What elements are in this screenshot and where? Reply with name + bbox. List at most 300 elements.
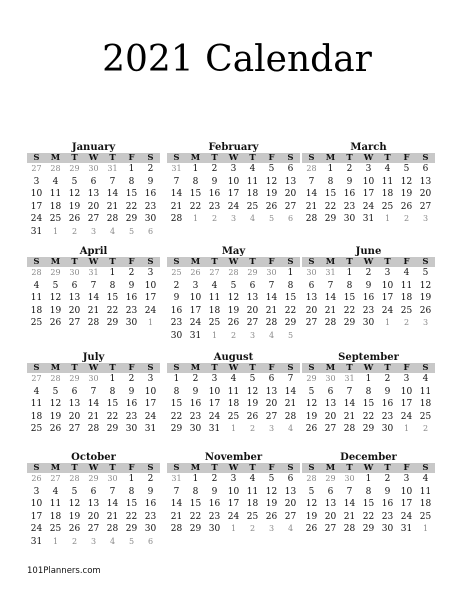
week-row [27,267,160,280]
day-cell: 13 [324,399,337,409]
day-cell: 19 [400,189,413,199]
day-cell-other-month: 27 [31,164,42,173]
weekday-header [302,153,435,163]
day-cell: 22 [284,305,297,316]
day-cell: 13 [68,399,81,409]
day-cell: 3 [230,164,237,174]
day-cell: 19 [265,499,278,509]
day-cell: 3 [403,474,410,484]
day-cell: 22 [106,305,119,316]
weekday-label: T [71,363,78,373]
day-cell: 13 [305,293,318,303]
day-cell: 30 [381,424,394,434]
day-cell-other-month: 4 [109,536,116,546]
day-cell: 12 [305,399,318,409]
week-row [27,305,160,318]
day-cell-other-month: 2 [71,536,78,546]
week-row [167,188,300,201]
day-cell-other-month: 30 [69,268,80,277]
day-cell: 5 [403,164,410,174]
day-cell-other-month: 2 [422,424,429,433]
day-cell: 19 [305,411,318,422]
day-cell-other-month: 30 [266,268,277,277]
day-cell: 27 [68,424,81,434]
weekday-label: M [325,363,336,373]
day-cell-other-month: 3 [268,424,275,433]
day-cell: 1 [327,164,334,174]
day-cell: 7 [327,280,334,291]
day-cell: 21 [343,511,356,522]
week-row [27,523,160,536]
day-cell: 2 [384,374,391,384]
day-cell: 24 [227,201,240,212]
weekday-label: S [422,153,429,163]
week-row [167,423,300,436]
week-row [302,473,435,486]
day-cell: 8 [128,176,135,187]
day-cell: 29 [125,214,138,224]
day-cell: 8 [365,386,372,397]
day-cell: 26 [227,318,240,328]
day-cell: 20 [284,189,297,199]
week-row [27,201,160,214]
day-cell: 9 [211,486,218,497]
day-cell: 7 [90,386,97,397]
day-cell: 6 [327,486,334,497]
day-cell: 26 [305,424,318,434]
day-cell: 6 [287,474,294,484]
day-cell: 10 [208,386,221,397]
weekday-label: S [147,257,154,267]
day-cell: 3 [147,374,154,384]
day-cell: 29 [284,318,297,328]
weekday-label: F [403,257,410,267]
weekday-label: M [325,153,336,163]
day-cell: 5 [308,486,315,497]
day-cell: 6 [249,280,256,291]
weekday-label: T [109,153,116,163]
week-row [302,213,435,226]
weekday-label: T [109,257,116,267]
day-cell-other-month: 28 [50,374,61,383]
day-cell: 28 [106,214,119,224]
day-cell: 25 [49,214,62,224]
weekday-label: S [173,363,180,373]
day-cell: 31 [30,226,43,237]
day-cell: 5 [308,386,315,397]
weekday-label: T [384,463,391,473]
week-row [27,398,160,411]
day-cell: 15 [125,189,138,199]
day-cell-other-month: 25 [171,268,182,277]
day-cell-other-month: 30 [325,374,336,383]
day-cell: 20 [68,411,81,422]
day-cell: 19 [246,399,259,409]
day-cell: 28 [343,524,356,534]
day-cell: 4 [52,486,59,497]
day-cell: 9 [384,486,391,497]
day-cell-other-month: 28 [306,164,317,173]
day-cell-other-month: 29 [69,164,80,173]
day-cell: 11 [49,189,62,199]
day-cell: 16 [125,399,138,409]
month-title: June [355,246,382,257]
day-cell-other-month: 27 [31,374,42,383]
day-cell: 24 [144,411,157,422]
weekday-label: S [308,153,315,163]
day-cell-other-month: 3 [90,226,97,236]
day-cell: 3 [33,486,40,497]
weekday-label: M [325,463,336,473]
day-cell: 8 [346,280,353,291]
day-cell: 24 [208,411,221,422]
day-cell: 8 [192,176,199,187]
weekday-label: W [228,363,239,373]
day-cell-other-month: 31 [88,268,99,277]
day-cell: 23 [381,411,394,422]
week-row [27,163,160,176]
day-cell-other-month: 2 [211,214,218,223]
week-row [27,536,160,549]
day-cell: 16 [170,305,183,316]
day-cell: 8 [109,386,116,397]
day-cell: 1 [109,374,116,384]
weekday-label: F [268,153,275,163]
week-row [27,226,160,239]
month-title: February [208,142,259,153]
day-cell: 27 [284,201,297,212]
day-cell: 20 [324,411,337,422]
day-cell: 2 [147,474,154,484]
day-cell-other-month: 2 [230,330,237,340]
day-cell: 12 [305,499,318,509]
day-cell: 15 [125,499,138,509]
day-cell: 10 [227,486,240,497]
week-row [302,317,435,330]
day-cell: 14 [170,189,183,199]
day-cell-other-month: 31 [344,374,355,383]
day-cell: 14 [324,293,337,303]
day-cell: 1 [109,268,116,278]
weekday-header [167,463,300,473]
day-cell: 26 [49,318,62,328]
day-cell: 27 [305,318,318,328]
day-cell: 21 [87,411,100,422]
day-cell: 1 [365,474,372,484]
weekday-label: F [403,463,410,473]
day-cell: 21 [305,201,318,212]
day-cell: 2 [211,164,218,174]
week-row [302,423,435,436]
weekday-label: F [268,257,275,267]
day-cell: 17 [144,399,157,409]
day-cell: 4 [230,374,237,384]
day-cell: 27 [265,411,278,422]
day-cell: 9 [346,176,353,187]
day-cell-other-month: 4 [287,424,294,433]
weekday-label: T [384,363,391,373]
day-cell: 28 [87,424,100,434]
day-cell: 13 [324,499,337,509]
day-cell: 26 [246,411,259,422]
day-cell: 24 [381,305,394,316]
weekday-label: S [287,257,294,267]
day-cell: 5 [52,386,59,397]
day-cell-other-month: 5 [287,330,294,340]
day-cell: 15 [170,399,183,409]
day-cell: 18 [419,499,432,509]
week-row [27,317,160,330]
day-cell-other-month: 1 [422,524,429,533]
day-cell: 25 [419,411,432,422]
day-cell: 3 [147,268,154,278]
day-cell-other-month: 29 [247,268,258,277]
day-cell: 22 [106,411,119,422]
day-cell: 5 [71,176,78,187]
day-cell: 29 [362,524,375,534]
day-cell: 27 [246,318,259,328]
day-cell-other-month: 31 [171,474,182,483]
day-cell: 10 [362,176,375,187]
day-cell: 27 [87,524,100,534]
day-cell: 28 [106,524,119,534]
day-cell-other-month: 28 [306,474,317,483]
weekday-label: W [228,257,239,267]
day-cell: 27 [284,511,297,522]
day-cell: 8 [287,280,294,291]
day-cell: 1 [128,164,135,174]
day-cell: 9 [147,486,154,497]
day-cell-other-month: 28 [50,164,61,173]
day-cell: 18 [400,293,413,303]
weekday-header [302,257,435,267]
day-cell-other-month: 26 [31,474,42,483]
day-cell: 17 [208,399,221,409]
day-cell: 18 [30,411,43,422]
day-cell: 25 [208,318,221,328]
day-cell: 23 [144,511,157,522]
week-row [167,201,300,214]
day-cell: 22 [324,201,337,212]
day-cell: 28 [305,214,318,224]
day-cell: 27 [324,524,337,534]
weekday-label: S [422,463,429,473]
day-cell: 16 [343,189,356,199]
day-cell: 12 [68,499,81,509]
weekday-label: W [228,153,239,163]
weekday-label: T [71,463,78,473]
day-cell: 28 [324,318,337,328]
week-row [27,292,160,305]
day-cell: 30 [125,318,138,328]
day-cell: 14 [305,189,318,199]
day-cell: 11 [30,399,43,409]
day-cell-other-month: 1 [384,318,391,327]
day-cell-other-month: 30 [88,374,99,383]
weekday-label: T [384,153,391,163]
day-cell: 16 [189,399,202,409]
day-cell: 8 [173,386,180,397]
day-cell: 18 [381,189,394,199]
weekday-label: F [268,363,275,373]
day-cell: 20 [305,305,318,316]
day-cell: 16 [144,499,157,509]
day-cell: 9 [147,176,154,187]
day-cell: 24 [227,511,240,522]
day-cell: 6 [71,386,78,397]
month-december [302,452,435,536]
day-cell: 4 [33,280,40,291]
weekday-label: M [50,463,61,473]
weekday-label: W [363,463,374,473]
weekday-header [27,363,160,373]
day-cell: 11 [246,176,259,187]
day-cell: 22 [125,201,138,212]
week-row [27,486,160,499]
day-cell: 9 [192,386,199,397]
weekday-label: W [363,363,374,373]
day-cell-other-month: 6 [147,226,154,236]
month-july [27,352,160,436]
day-cell: 19 [49,305,62,316]
weekday-label: M [190,257,201,267]
weekday-label: W [88,463,99,473]
day-cell: 25 [49,524,62,534]
day-cell: 13 [87,499,100,509]
day-cell: 23 [125,411,138,422]
day-cell: 3 [192,280,199,291]
day-cell: 4 [52,176,59,187]
weekday-label: S [33,463,40,473]
day-cell: 22 [189,511,202,522]
day-cell: 22 [189,201,202,212]
day-cell: 26 [49,424,62,434]
day-cell: 23 [343,201,356,212]
weekday-header [27,463,160,473]
day-cell: 2 [365,268,372,278]
weekday-label: S [33,153,40,163]
day-cell: 5 [71,486,78,497]
day-cell: 1 [192,474,199,484]
month-title: May [221,246,246,257]
day-cell-other-month: 4 [249,214,256,223]
week-row [167,330,300,343]
day-cell: 12 [265,176,278,187]
day-cell: 29 [362,424,375,434]
week-row [167,523,300,536]
day-cell: 7 [287,374,294,384]
week-row [302,523,435,536]
day-cell: 9 [128,280,135,291]
day-cell: 7 [90,280,97,291]
weekday-label: S [287,153,294,163]
day-cell: 12 [49,293,62,303]
day-cell: 5 [268,474,275,484]
day-cell: 12 [400,176,413,187]
month-title: November [204,452,263,463]
weekday-label: T [211,463,218,473]
weekday-label: T [109,363,116,373]
day-cell: 27 [324,424,337,434]
week-row [167,292,300,305]
day-cell: 13 [87,189,100,199]
day-cell: 29 [125,524,138,534]
day-cell: 20 [87,201,100,212]
day-cell: 20 [419,189,432,199]
day-cell: 10 [400,486,413,497]
week-row [27,423,160,436]
day-cell: 17 [227,189,240,199]
day-cell: 6 [287,164,294,174]
day-cell-other-month: 29 [306,374,317,383]
day-cell: 23 [381,511,394,522]
weekday-label: S [422,363,429,373]
day-cell: 9 [384,386,391,397]
day-cell: 2 [128,374,135,384]
day-cell-other-month: 1 [230,424,237,433]
week-row [167,267,300,280]
weekday-label: F [128,257,135,267]
day-cell: 3 [33,176,40,187]
weekday-label: T [249,153,256,163]
day-cell: 25 [246,511,259,522]
week-row [167,213,300,226]
month-title: April [79,246,108,257]
weekday-label: W [363,153,374,163]
month-january [27,142,160,238]
day-cell: 3 [403,374,410,384]
day-cell-other-month: 31 [171,164,182,173]
day-cell: 14 [265,293,278,303]
day-cell: 21 [106,511,119,522]
day-cell-other-month: 2 [403,214,410,223]
day-cell: 31 [189,330,202,341]
day-cell: 29 [106,318,119,328]
weekday-label: M [190,363,201,373]
week-row [302,292,435,305]
day-cell: 7 [109,486,116,497]
weekday-label: S [308,463,315,473]
week-row [167,176,300,189]
day-cell: 4 [403,268,410,278]
day-cell: 26 [265,511,278,522]
week-row [167,305,300,318]
weekday-label: S [173,153,180,163]
day-cell: 15 [324,189,337,199]
day-cell: 7 [346,386,353,397]
weekday-label: T [211,363,218,373]
week-row [167,398,300,411]
weekday-label: F [128,463,135,473]
week-row [302,163,435,176]
day-cell: 16 [381,499,394,509]
day-cell: 29 [324,214,337,224]
week-row [27,498,160,511]
weekday-label: T [384,257,391,267]
day-cell: 6 [422,164,429,174]
day-cell-other-month: 1 [403,424,410,433]
day-cell: 12 [68,189,81,199]
day-cell: 28 [170,524,183,534]
day-cell-other-month: 3 [249,330,256,340]
day-cell: 9 [128,386,135,397]
day-cell: 16 [144,189,157,199]
day-cell: 13 [246,293,259,303]
day-cell: 12 [246,386,259,397]
month-title: October [71,452,116,463]
day-cell: 14 [87,399,100,409]
day-cell: 27 [87,214,100,224]
